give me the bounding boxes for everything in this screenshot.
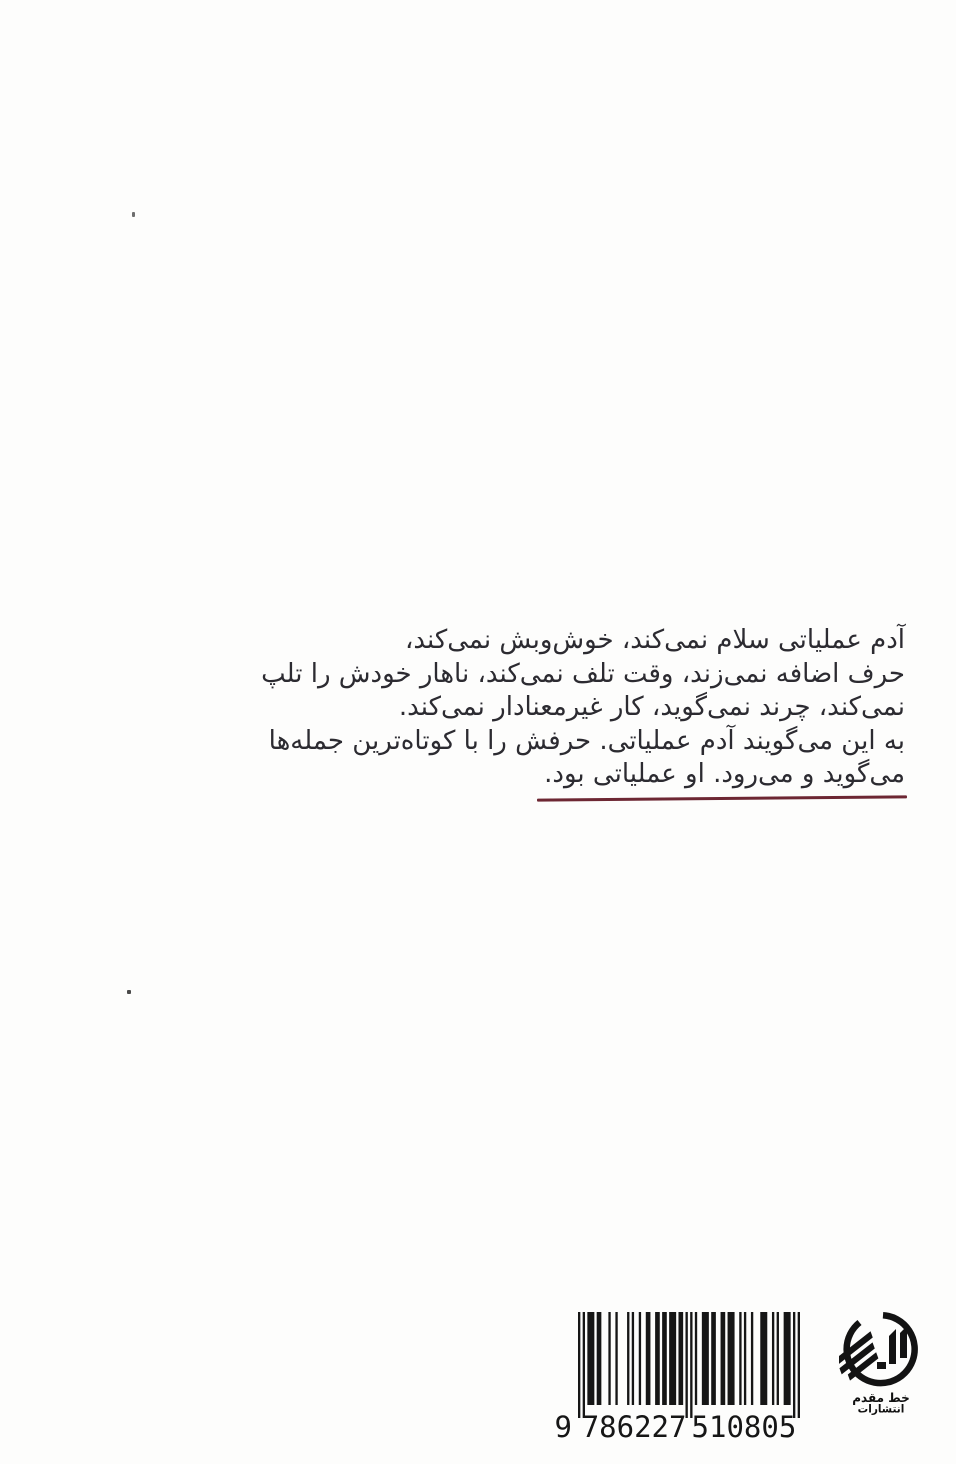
blurb-line: حرف اضافه نمی‌زند، وقت تلف نمی‌کند، ناهار خودش را تلپ (261, 658, 905, 689)
blurb-line: نمی‌کند، چرند نمی‌گوید، کار غیرمعنادار نمی‌کند. (398, 692, 905, 723)
blurb-line: به این می‌گویند آدم عملیاتی. حرفش را با کوتاه‌ترین جمله‌ها (268, 725, 905, 756)
svg-text:510805: 510805 (691, 1410, 797, 1442)
scan-speck (132, 212, 135, 217)
blurb-paragraph (261, 624, 905, 792)
publisher-logo-icon (839, 1306, 923, 1390)
svg-text:786227: 786227 (581, 1410, 687, 1442)
barcode-bars (550, 1310, 812, 1442)
blurb-underline-rule (537, 795, 907, 801)
scan-speck (127, 990, 131, 994)
blurb-line: می‌گوید و می‌رود. او عملیاتی بود. (544, 759, 905, 790)
publisher-type-line: انتشارات (857, 1402, 905, 1416)
publisher-name-line: خط مقدم (852, 1390, 910, 1406)
svg-text:9: 9 (554, 1410, 572, 1442)
publisher-logo (839, 1306, 923, 1446)
publisher-logo-text (839, 1392, 923, 1415)
blurb-line: آدم عملیاتی سلام نمی‌کند، خوش‌وبش نمی‌کند، (404, 625, 905, 655)
isbn-barcode (550, 1310, 812, 1442)
